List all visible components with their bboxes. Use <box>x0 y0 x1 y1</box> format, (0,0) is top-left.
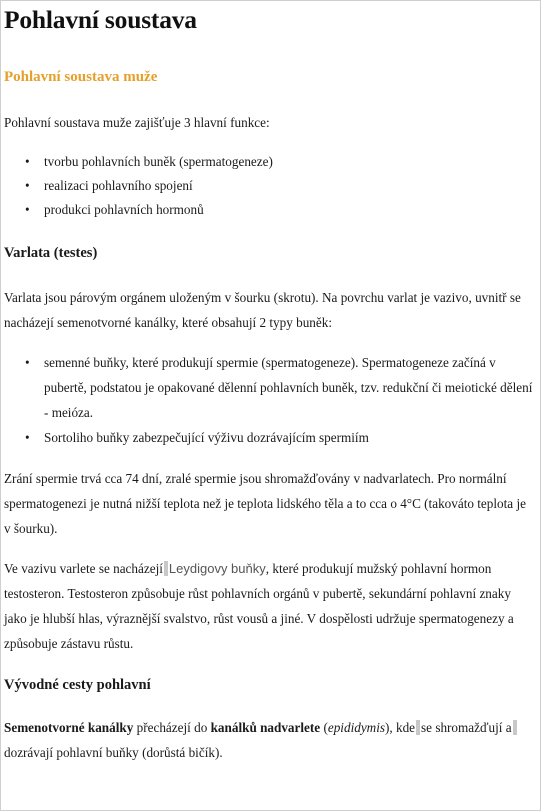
leydig-text-before: Ve vazivu varlete se nacházejí <box>4 561 163 576</box>
list-item: • tvorbu pohlavních buněk (spermatogeneze) <box>25 150 535 174</box>
list-item: • Sortoliho buňky zabezpečující výživu dozrávajícím spermiím <box>25 425 535 450</box>
page-title: Pohlavní soustava <box>4 5 197 34</box>
text-cursor <box>416 720 420 735</box>
ducts-text: přecházejí do <box>133 720 211 735</box>
term-epididymal-ducts: kanálků nadvarlete <box>210 720 321 735</box>
ducts-text: se shromažďují <box>421 720 503 735</box>
testes-paragraph: Varlata jsou párovým orgánem uloženým v šourku (skrotu). Na povrchu varlat je vazivo, uvnitř se nacházejí semenotvorné kanálky, které obsahují 2 typy buněk: <box>4 290 521 330</box>
section-heading-testes: Varlata (testes) <box>4 245 98 261</box>
list-item: • produkci pohlavních hormonů <box>25 198 535 222</box>
leydig-term: Leydigovy buňky <box>168 561 266 576</box>
term-latin: epididymis <box>327 720 385 735</box>
leydig-text-after: , které produkují mužský pohlavní hormon testosteron. Testosteron způsobuje růst pohlavních orgánů v pubertě, sekundární pohlavní znaky jako je hlubší hlas, výraznější svalstvo, růst vousů a jiné. V dospělosti udržuje spermatogenezy a způsobuje zástavu růstu. <box>4 561 514 651</box>
intro-paragraph: Pohlavní soustava muže zajišťuje 3 hlavní funkce: <box>4 115 270 130</box>
ducts-paragraph <box>4 715 534 765</box>
cell-types-list <box>25 350 535 450</box>
functions-list <box>25 150 535 222</box>
list-item: • realizaci pohlavního spojení <box>25 174 535 198</box>
leydig-paragraph <box>4 556 534 656</box>
section-heading-male: Pohlavní soustava muže <box>4 69 158 85</box>
ducts-text: dozrávají pohlavní buňky (dorůstá bičík). <box>4 745 223 760</box>
list-item: • semenné buňky, které produkují spermie (spermatogeneze). Spermatogeneze začíná v pubertě, podstatou je opakované dělenní pohlavních buněk, tzv. redukční či meiotické dělení - meióza. <box>25 350 535 425</box>
text-cursor <box>164 561 168 576</box>
maturation-paragraph: Zrání spermie trvá cca 74 dní, zralé spermie jsou shromažďovány v nadvarlatech. Pro normální spermatogenezi je nutná nižší teplota než je teplota lidského těla a to cca o 4°C (takováto teplota je v šourku). <box>4 471 526 536</box>
ducts-text: ), kde <box>385 720 416 735</box>
ducts-text: ( <box>320 720 328 735</box>
term-seminiferous-tubules: Semenotvorné kanálky <box>4 720 134 735</box>
section-heading-ducts: Vývodné cesty pohlavní <box>4 677 151 693</box>
ducts-text: a <box>505 720 512 735</box>
text-cursor <box>513 720 517 735</box>
